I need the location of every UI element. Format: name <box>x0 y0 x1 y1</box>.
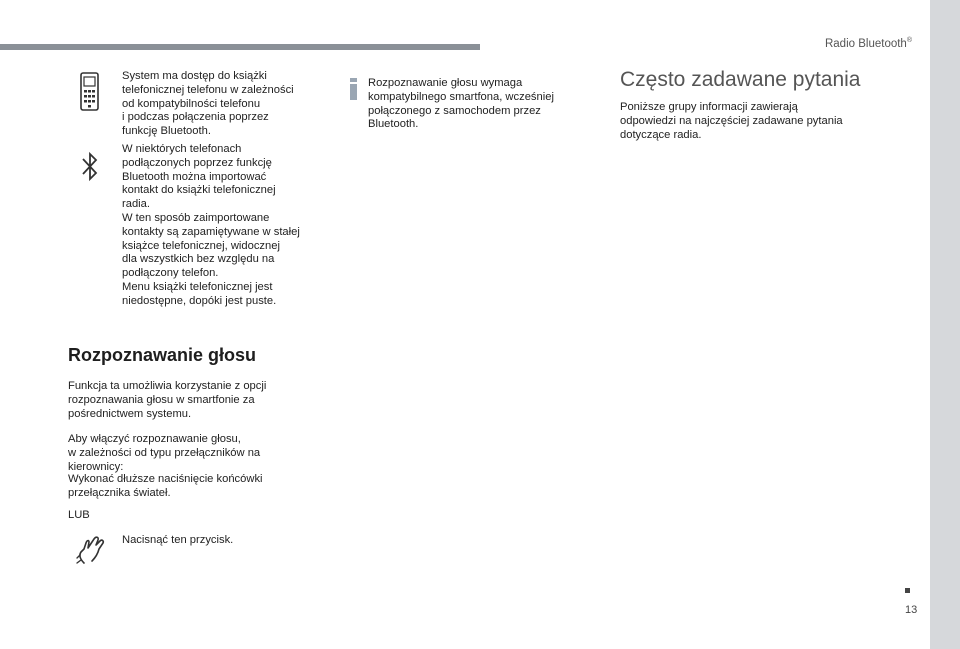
voice-para2b: Wykonać dłuższe naciśnięcie końcówki przełącznika świateł. <box>68 473 263 499</box>
or-label: LUB <box>68 509 90 521</box>
voice-heading: Rozpoznawanie głosu <box>68 345 257 365</box>
hand-press-icon <box>74 533 110 572</box>
phone-icon <box>78 72 104 117</box>
page-marker <box>905 588 910 593</box>
phone-text: System ma dostęp do książki telefonicznej telefonu w zależności od kompatybilności telefonu i podczas połączenia poprzez funkcję Bluetooth. <box>122 70 294 138</box>
bluetooth-icon <box>80 150 100 189</box>
info-text: Rozpoznawanie głosu wymaga kompatybilnego smartfona, wcześniej połączonego z samochodem przez Bluetooth. <box>368 77 554 131</box>
header-title-sup: ® <box>906 37 912 44</box>
page-number: 13 <box>905 604 918 616</box>
voice-para1: Funkcja ta umożliwia korzystanie z opcji rozpoznawania głosu w smartfonie za pośrednictwem systemu. <box>68 380 267 420</box>
voice-para2a: Aby włączyć rozpoznawanie głosu, w zależności od typu przełączników na kierownicy: <box>68 433 261 473</box>
bluetooth-text: W niektórych telefonach podłączonych poprzez funkcję Bluetooth można importować kontakt do książki telefonicznej radia. W ten sposób zaimportowane kontakty są zapamiętywane w stałej książce telefonicznej, widocznej dla wszystkich bez względu na podłączony telefon. Menu książki telefonicznej jest niedostępne, dopóki jest puste. <box>122 143 300 307</box>
info-icon <box>350 78 358 105</box>
faq-heading: Często zadawane pytania <box>620 68 861 91</box>
top-bar <box>0 44 480 50</box>
side-band <box>930 0 960 649</box>
faq-text: Poniższe grupy informacji zawierają odpowiedzi na najczęściej zadawane pytania dotyczące radia. <box>620 101 843 141</box>
press-text: Nacisnąć ten przycisk. <box>122 534 234 546</box>
header-title <box>825 37 912 50</box>
header-title-text: Radio Bluetooth <box>824 37 907 50</box>
